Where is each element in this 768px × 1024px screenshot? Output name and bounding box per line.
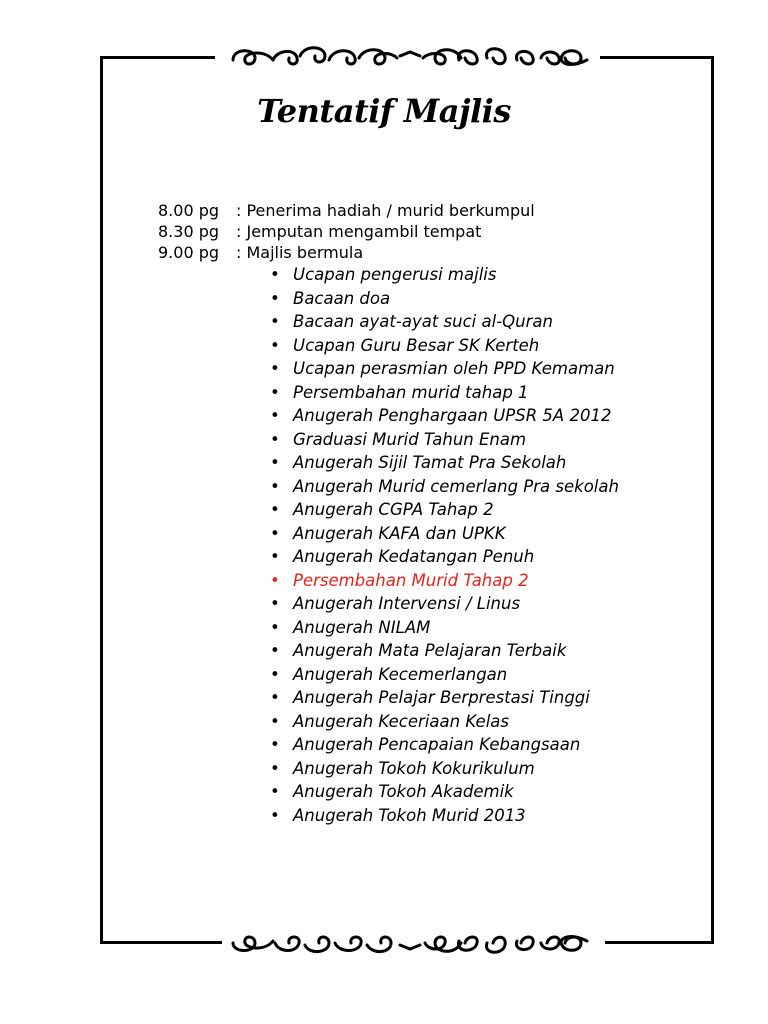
program-item	[268, 287, 619, 311]
frame-top-left-line	[100, 56, 215, 59]
bullet-icon: •	[270, 547, 280, 566]
program-item-text: Graduasi Murid Tahun Enam	[293, 429, 527, 449]
program-item	[268, 334, 619, 358]
bullet-icon: •	[270, 500, 280, 519]
program-item	[268, 639, 619, 663]
bullet-icon: •	[270, 288, 280, 308]
bullet-icon: •	[270, 406, 280, 425]
program-item	[268, 263, 619, 287]
bullet-icon: •	[270, 664, 280, 684]
bullet-icon: •	[270, 758, 280, 778]
program-item-text: Ucapan pengerusi majlis	[293, 265, 497, 284]
page-title: Tentatif Majlis	[257, 92, 511, 130]
frame-top-right-line	[600, 56, 714, 59]
bullet-icon: •	[270, 312, 280, 331]
bottom-flourish-ornament	[225, 923, 595, 963]
program-item	[268, 522, 619, 546]
bullet-icon: •	[270, 523, 280, 543]
bullet-icon: •	[270, 617, 280, 637]
program-item-text: Anugerah Penghargaan UPSR 5A 2012	[293, 406, 612, 425]
program-item	[268, 710, 619, 734]
program-item-text: Anugerah Pelajar Berprestasi Tinggi	[293, 688, 590, 707]
program-item	[268, 404, 619, 428]
program-item	[268, 733, 619, 757]
program-item-text: Ucapan perasmian oleh PPD Kemaman	[293, 359, 615, 378]
program-item-text: Anugerah Kedatangan Penuh	[293, 547, 535, 566]
program-item	[268, 357, 619, 381]
bullet-icon: •	[270, 782, 280, 801]
program-item-text: Bacaan doa	[293, 288, 391, 308]
schedule-time: 8.00 pg	[158, 201, 220, 220]
program-item-text: Persembahan Murid Tahap 2	[293, 570, 529, 590]
program-item-text: Persembahan murid tahap 1	[293, 382, 529, 402]
bullet-icon: •	[270, 429, 280, 449]
program-item	[268, 804, 619, 828]
frame-right-line	[711, 56, 714, 944]
bullet-icon: •	[270, 688, 280, 707]
program-item-text: Anugerah Sijil Tamat Pra Sekolah	[293, 453, 567, 472]
program-item	[268, 757, 619, 781]
schedule-desc: : Jemputan mengambil tempat	[236, 222, 482, 241]
program-item	[268, 498, 619, 522]
schedule-time: 9.00 pg	[158, 243, 220, 262]
bullet-icon: •	[270, 641, 280, 660]
bullet-icon: •	[270, 453, 280, 472]
program-item	[268, 310, 619, 334]
bullet-icon: •	[270, 711, 280, 731]
program-item	[268, 545, 619, 569]
program-item-text: Anugerah Intervensi / Linus	[293, 594, 521, 613]
schedule-desc: : Penerima hadiah / murid berkumpul	[236, 201, 535, 220]
program-items-list	[268, 263, 619, 827]
schedule-time: 8.30 pg	[158, 222, 220, 241]
schedule-desc: : Majlis bermula	[236, 243, 364, 262]
program-item	[268, 475, 619, 499]
program-item	[268, 569, 619, 593]
program-item-text: Anugerah Kecemerlangan	[293, 664, 508, 684]
bullet-icon: •	[270, 594, 280, 613]
bullet-icon: •	[270, 359, 280, 378]
program-item	[268, 616, 619, 640]
frame-left-line	[100, 56, 103, 944]
program-item	[268, 428, 619, 452]
program-item-text: Anugerah NILAM	[293, 617, 431, 637]
schedule-row	[158, 242, 535, 263]
program-item-text: Anugerah Murid cemerlang Pra sekolah	[293, 476, 619, 496]
program-item-text: Anugerah Tokoh Kokurikulum	[293, 758, 535, 778]
top-flourish-ornament	[225, 38, 595, 78]
program-item-text: Bacaan ayat-ayat suci al-Quran	[293, 312, 553, 331]
program-item	[268, 780, 619, 804]
bullet-icon: •	[270, 735, 280, 754]
schedule	[158, 200, 535, 263]
program-item-text: Anugerah Tokoh Akademik	[293, 782, 514, 801]
frame-bottom-left-line	[100, 941, 222, 944]
frame-bottom-right-line	[605, 941, 714, 944]
program-item-text: Anugerah Pencapaian Kebangsaan	[293, 735, 581, 754]
program-item-text: Anugerah CGPA Tahap 2	[293, 500, 494, 519]
program-item-text: Anugerah KAFA dan UPKK	[293, 523, 506, 543]
program-item	[268, 663, 619, 687]
schedule-row	[158, 221, 535, 242]
program-item	[268, 592, 619, 616]
program-item	[268, 381, 619, 405]
program-item	[268, 451, 619, 475]
bullet-icon: •	[270, 570, 280, 590]
bullet-icon: •	[270, 382, 280, 402]
schedule-row	[158, 200, 535, 221]
bullet-icon: •	[270, 335, 280, 355]
program-item-text: Anugerah Tokoh Murid 2013	[293, 805, 526, 825]
program-item-text: Anugerah Keceriaan Kelas	[293, 711, 509, 731]
bullet-icon: •	[270, 476, 280, 496]
bullet-icon: •	[270, 805, 280, 825]
program-item-text: Ucapan Guru Besar SK Kerteh	[293, 335, 540, 355]
bullet-icon: •	[270, 265, 280, 284]
program-item-text: Anugerah Mata Pelajaran Terbaik	[293, 641, 567, 660]
program-item	[268, 686, 619, 710]
